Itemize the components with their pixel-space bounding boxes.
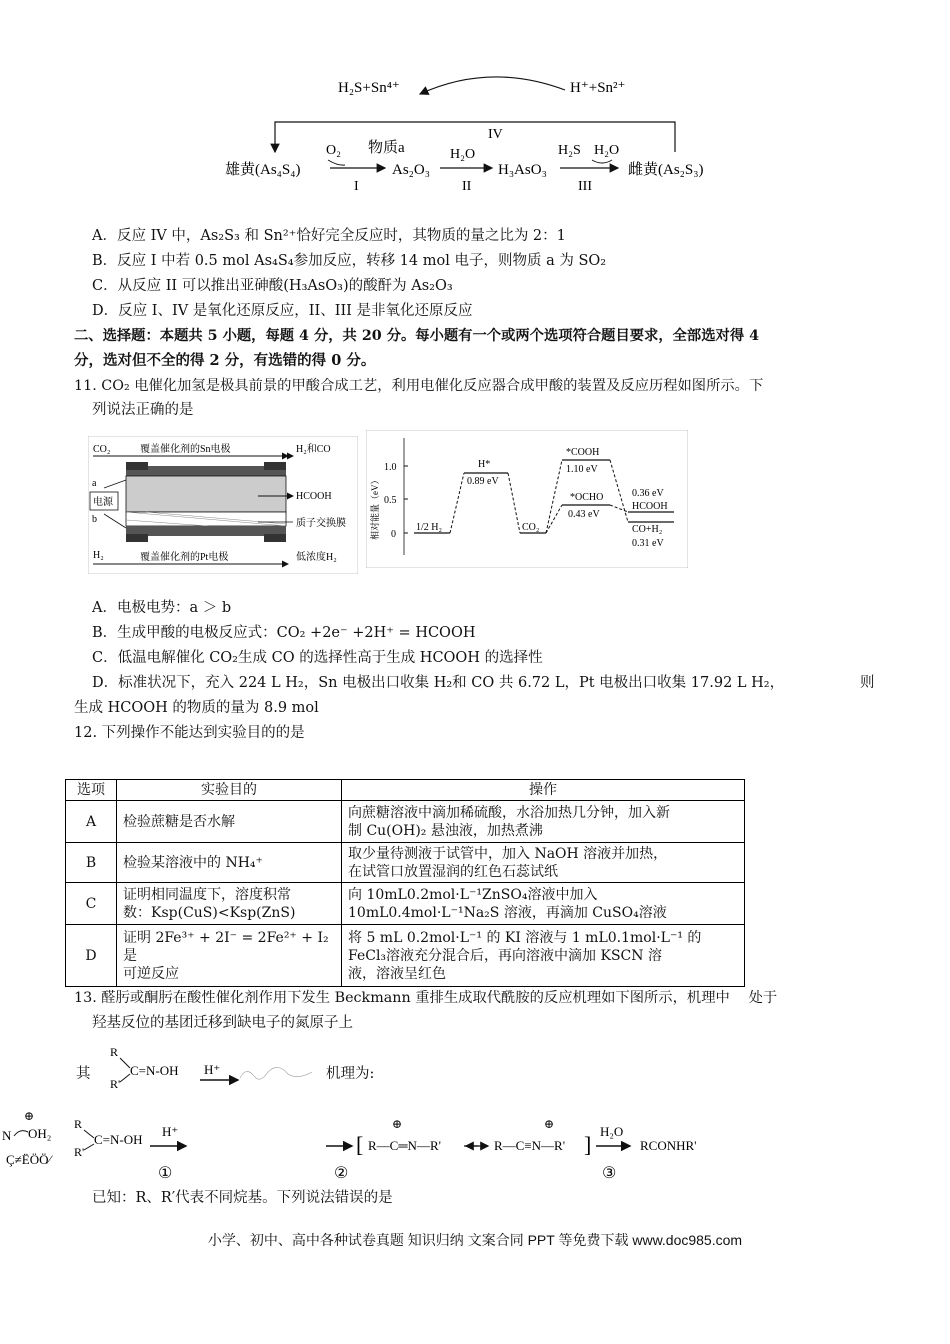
roman-i: I <box>354 179 359 194</box>
bracket-open: [ <box>356 1132 364 1157</box>
row-goal <box>117 925 342 987</box>
q10-option-c: C．从反应 II 可以推出亚砷酸(H₃AsO₃)的酸酐为 As₂O₃ <box>92 278 453 294</box>
level-co2: CO₂ <box>522 522 540 533</box>
header-option: 选项 <box>66 780 117 801</box>
level-036-energy: 0.36 eV <box>632 488 664 499</box>
plus-charge-3: ⊕ <box>544 1117 555 1131</box>
op-line: 在试管口放置湿润的红色石蕊试纸 <box>348 863 558 880</box>
op-line: 制 Cu(OH)₂ 悬浊液，加热煮沸 <box>348 822 543 839</box>
as2o3-label: As₂O₃ <box>392 162 430 178</box>
level-cooh: *COOH <box>566 447 600 458</box>
table-row <box>66 843 745 883</box>
q12-stem: 12. 下列操作不能达到实验目的的是 <box>74 725 305 741</box>
known-statement: 已知：R、R′代表不同烷基。下列说法错误的是 <box>92 1190 393 1206</box>
row-operation <box>342 883 745 925</box>
row-goal: 检验蔗糖是否水解 <box>117 801 342 843</box>
r-prime-group: R' <box>74 1145 85 1159</box>
h2-co-outlet-label: H₂和CO <box>296 444 331 455</box>
row-operation <box>342 925 745 987</box>
h2o-label: H₂O <box>600 1124 624 1139</box>
h2s-label: H₂S <box>558 143 581 158</box>
energy-y-label: 相对能量（eV） <box>370 475 380 540</box>
h3aso3-label: H₃AsO₃ <box>498 162 547 178</box>
q10-option-b: B．反应 I 中若 0.5 mol As₄S₄参加反应，转移 14 mol 电子，则物质 a 为 SO₂ <box>92 253 607 269</box>
q11-option-b: B．生成甲酸的电极反应式：CO₂ +2e⁻ +2H⁺ = HCOOH <box>92 625 476 641</box>
row-goal: 检验某溶液中的 NH₄⁺ <box>117 843 342 883</box>
op-line: 10mL0.4mol·L⁻¹Na₂S 溶液，再滴加 CuSO₄溶液 <box>348 904 667 921</box>
curved-arrow <box>420 77 565 94</box>
row-operation <box>342 801 745 843</box>
page-footer: 小学、初中、高中各种试卷真题 知识归纳 文案合同 PPT 等免费下载 www.doc985.com <box>207 1232 743 1248</box>
q11-option-c: C．低温电解催化 CO₂生成 CO 的选择性高于生成 HCOOH 的选择性 <box>92 650 543 666</box>
roman-iii: III <box>578 179 592 194</box>
oxime-inline-diagram <box>108 1042 328 1102</box>
level-cooh-energy: 1.10 eV <box>566 464 598 475</box>
r-group: R <box>74 1117 83 1131</box>
row-option: B <box>66 843 117 883</box>
nitrilium-form-2: R—C≡N—R' <box>494 1138 566 1153</box>
membrane-label: 质子交换膜 <box>296 518 346 529</box>
electrolysis-cell-diagram <box>88 436 358 574</box>
roman-iv: IV <box>488 127 503 142</box>
oxime-group: C=N-OH <box>94 1132 143 1147</box>
row-operation <box>342 843 745 883</box>
n-atom: N <box>2 1128 12 1143</box>
header-operation: 操作 <box>342 780 745 801</box>
q13-qi: 其 <box>76 1066 91 1082</box>
pt-electrode-label: 覆盖催化剂的Pt电极 <box>140 552 229 563</box>
step-2-marker: ② <box>334 1165 349 1182</box>
r-group: R <box>110 1045 119 1059</box>
goal-line: 可逆反应 <box>123 965 179 982</box>
nitrilium-form-1: R—C═N—R' <box>368 1138 441 1153</box>
h2o-label: H₂O <box>450 147 476 162</box>
table-header-row <box>66 780 745 801</box>
oh2-group: OH₂ <box>28 1126 52 1141</box>
q11-option-a: A．电极电势：a ＞ b <box>92 600 232 616</box>
step-1-marker: ① <box>158 1165 173 1182</box>
goal-line: 证明相同温度下，溶度积常 <box>123 886 291 903</box>
goal-line: 数：Ksp(CuS)<Ksp(ZnS) <box>123 904 296 921</box>
low-h2-outlet-label: 低浓度H₂ <box>296 552 337 563</box>
section2-heading-line1: 二、选择题：本题共 5 小题，每题 4 分，共 20 分。每小题有一个或两个选项符合题目要求，全部选对得 4 <box>74 328 760 344</box>
h2-inlet-label: H₂ <box>93 550 104 561</box>
header-goal: 实验目的 <box>117 780 342 801</box>
co2-inlet-label: CO₂ <box>93 444 111 455</box>
level-half-h2: 1/2 H₂ <box>416 522 442 533</box>
table-row <box>66 801 745 843</box>
row-option: C <box>66 883 117 925</box>
terminal-a: a <box>92 478 97 489</box>
top-right-label: H⁺+Sn²⁺ <box>570 80 626 96</box>
power-source-label: 电源 <box>93 497 113 508</box>
op-line: 将 5 mL 0.2mol·L⁻¹ 的 KI 溶液与 1 mL0.1mol·L⁻¹ 的 <box>348 929 702 946</box>
q13-stem-line2: 羟基反位的基团迁移到缺电子的氮原子上 <box>92 1015 353 1031</box>
row-option: A <box>66 801 117 843</box>
arsenic-cycle-diagram <box>220 70 730 200</box>
hcooh-outlet-label: HCOOH <box>296 491 332 502</box>
op-line: 液，溶液呈红色 <box>348 965 446 982</box>
garbled-fragment: Ç≠ËÖÖ∕ <box>6 1152 51 1167</box>
energy-profile-diagram <box>366 430 688 568</box>
q11-option-d-line2: 生成 HCOOH 的物质的量为 8.9 mol <box>74 700 319 716</box>
realgar-label: 雄黄(As₄S₄) <box>225 162 301 178</box>
section2-heading-line2: 分，选对但不全的得 2 分，有选错的得 0 分。 <box>74 352 376 369</box>
sn-electrode-label: 覆盖催化剂的Sn电极 <box>140 444 231 455</box>
oxime-group: C=N-OH <box>130 1063 179 1078</box>
substance-a-label: 物质a <box>368 140 405 156</box>
table-row <box>66 883 745 925</box>
q11-option-d-tail: 则 <box>860 675 875 691</box>
q11-option-d: D．标准状况下，充入 224 L H₂，Sn 电极出口收集 H₂和 CO 共 6.72 L，Pt 电极出口收集 17.92 L H₂， <box>92 675 785 691</box>
op-line: 取少量待测液于试管中，加入 NaOH 溶液并加热， <box>348 845 668 862</box>
roman-ii: II <box>462 179 472 194</box>
h2o-b-label: H₂O <box>594 143 620 158</box>
top-left-label: H₂S+Sn⁴⁺ <box>338 80 400 96</box>
op-line: 向 10mL0.2mol·L⁻¹ZnSO₄溶液中加入 <box>348 886 598 903</box>
terminal-b: b <box>92 514 97 525</box>
beckmann-mechanism <box>0 1106 720 1184</box>
level-ocho: *OCHO <box>570 492 604 503</box>
tick-0: 0 <box>391 529 396 540</box>
level-h-star-energy: 0.89 eV <box>467 476 499 487</box>
step-3-marker: ③ <box>602 1165 617 1182</box>
tick-1-0: 1.0 <box>384 462 397 473</box>
bracket-close: ] <box>584 1132 592 1157</box>
level-co-h2: CO+H₂ <box>632 524 663 535</box>
level-ocho-energy: 0.43 eV <box>568 509 600 520</box>
table-row <box>66 925 745 987</box>
h-plus-label: H⁺ <box>162 1124 179 1139</box>
q11-stem-line2: 列说法正确的是 <box>92 402 194 418</box>
plus-charge-2: ⊕ <box>392 1117 403 1131</box>
q11-stem-line1: 11. CO₂ 电催化加氢是极具前景的甲酸合成工艺，利用电催化反应器合成甲酸的装置及反应历程如图所示。下 <box>74 378 764 394</box>
op-line: 向蔗糖溶液中滴加稀硫酸，水浴加热几分钟，加入新 <box>348 804 670 821</box>
q13-mechanism-label: 机理为: <box>326 1066 375 1082</box>
row-goal <box>117 883 342 925</box>
tick-0-5: 0.5 <box>384 495 397 506</box>
row-option: D <box>66 925 117 987</box>
amide-product: RCONHR' <box>640 1138 697 1153</box>
o2-label: O₂ <box>326 143 341 158</box>
goal-line: 证明 2Fe³⁺ + 2I⁻ = 2Fe²⁺ + I₂ 是 <box>123 929 329 964</box>
q10-option-d: D．反应 I、IV 是氧化还原反应，II、III 是非氧化还原反应 <box>92 303 473 319</box>
plus-charge-1: ⊕ <box>24 1109 35 1123</box>
experiment-table <box>65 779 745 987</box>
h-plus-label: H⁺ <box>204 1062 221 1077</box>
q13-stem-line1: 13. 醛肟或酮肟在酸性催化剂作用下发生 Beckmann 重排生成取代酰胺的反应机理如下图所示，机理中 处于 <box>74 990 778 1006</box>
level-h-star: H* <box>478 459 491 470</box>
q10-option-a: A．反应 IV 中，As₂S₃ 和 Sn²⁺恰好完全反应时，其物质的量之比为 2：1 <box>92 228 566 244</box>
op-line: FeCl₃溶液充分混合后，再向溶液中滴加 KSCN 溶 <box>348 947 662 964</box>
level-031-energy: 0.31 eV <box>632 538 664 549</box>
orpiment-label: 雌黄(As₂S₃) <box>628 162 704 178</box>
level-hcooh: HCOOH <box>632 501 668 512</box>
r-prime-group: R' <box>110 1077 121 1091</box>
